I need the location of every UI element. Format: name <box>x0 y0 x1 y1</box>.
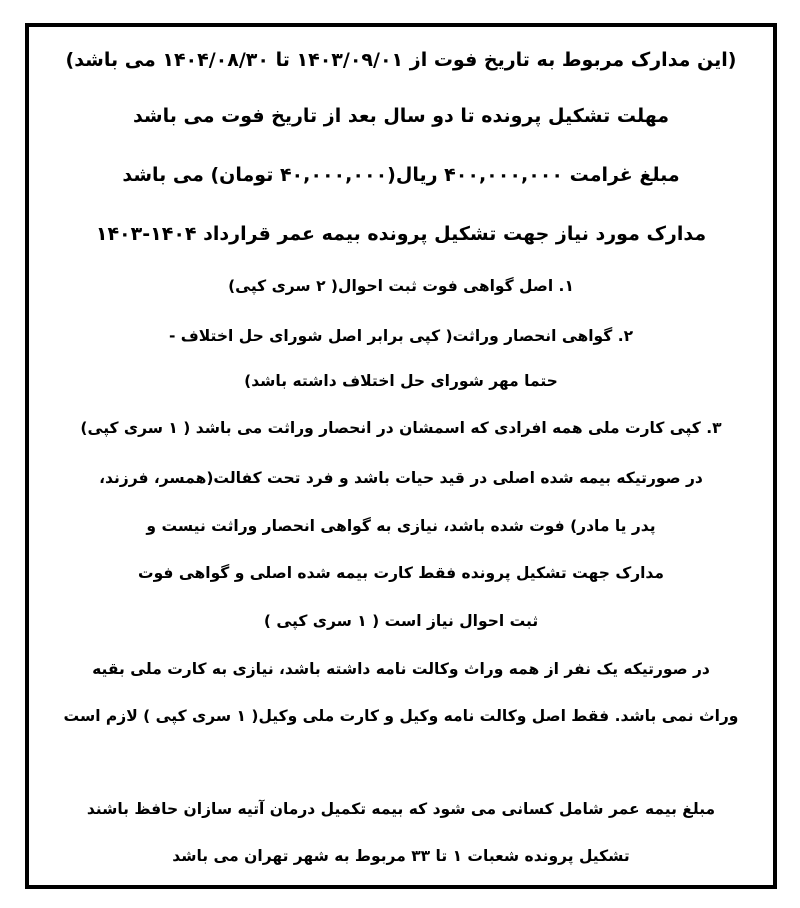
note-dependent-line4: ثبت احوال نیاز است ( ۱ سری کپی ) <box>263 612 539 630</box>
document-frame <box>25 23 777 889</box>
document-content <box>29 27 773 885</box>
fine-amount: مبلغ غرامت ۴۰۰,۰۰۰,۰۰۰ ریال(۴۰,۰۰۰,۰۰۰ تومان) می باشد <box>122 164 680 186</box>
note-dependent-line2: پدر یا مادر) فوت شده باشد، نیازی به گواهی انحصار وراثت نیست و <box>146 517 656 535</box>
item-national-cards: ۳. کپی کارت ملی همه افرادی که اسمشان در انحصار وراثت می باشد ( ۱ سری کپی) <box>80 419 722 437</box>
item-inheritance-certificate-cont: حتما مهر شورای حل اختلاف داشته باشد) <box>244 372 558 390</box>
item-inheritance-certificate: ۲. گواهی انحصار وراثت( کپی برابر اصل شورای حل اختلاف - <box>168 327 634 345</box>
footer-coverage: مبلغ بیمه عمر شامل کسانی می شود که بیمه تکمیل درمان آتیه سازان حافظ باشند <box>86 800 716 818</box>
note-dependent-line3: مدارک جهت تشکیل پرونده فقط کارت بیمه شده اصلی و گواهی فوت <box>138 564 664 582</box>
footer-branches: تشکیل پرونده شعبات ۱ تا ۳۳ مربوط به شهر تهران می باشد <box>172 847 630 865</box>
deadline-notice: مهلت تشکیل پرونده تا دو سال بعد از تاریخ فوت می باشد <box>132 105 670 127</box>
item-death-certificate: ۱. اصل گواهی فوت ثبت احوال( ۲ سری کپی) <box>228 277 574 295</box>
period-notice: (این مدارک مربوط به تاریخ فوت از ۱۴۰۳/۰۹/۰۱ تا ۱۴۰۴/۰۸/۳۰ می باشد) <box>65 49 737 71</box>
note-power-of-attorney-line2: وراث نمی باشد. فقط اصل وکالت نامه وکیل و کارت ملی وکیل( ۱ سری کپی ) لازم است <box>63 707 739 725</box>
note-dependent-line1: در صورتیکه بیمه شده اصلی در قید حیات باشد و فرد تحت کفالت(همسر، فرزند، <box>99 469 703 487</box>
documents-title: مدارک مورد نیاز جهت تشکیل پرونده بیمه عمر قرارداد ۱۴۰۴-۱۴۰۳ <box>95 223 707 245</box>
note-power-of-attorney-line1: در صورتیکه یک نفر از همه وراث وکالت نامه داشته باشد، نیازی به کارت ملی بقیه <box>92 660 710 678</box>
